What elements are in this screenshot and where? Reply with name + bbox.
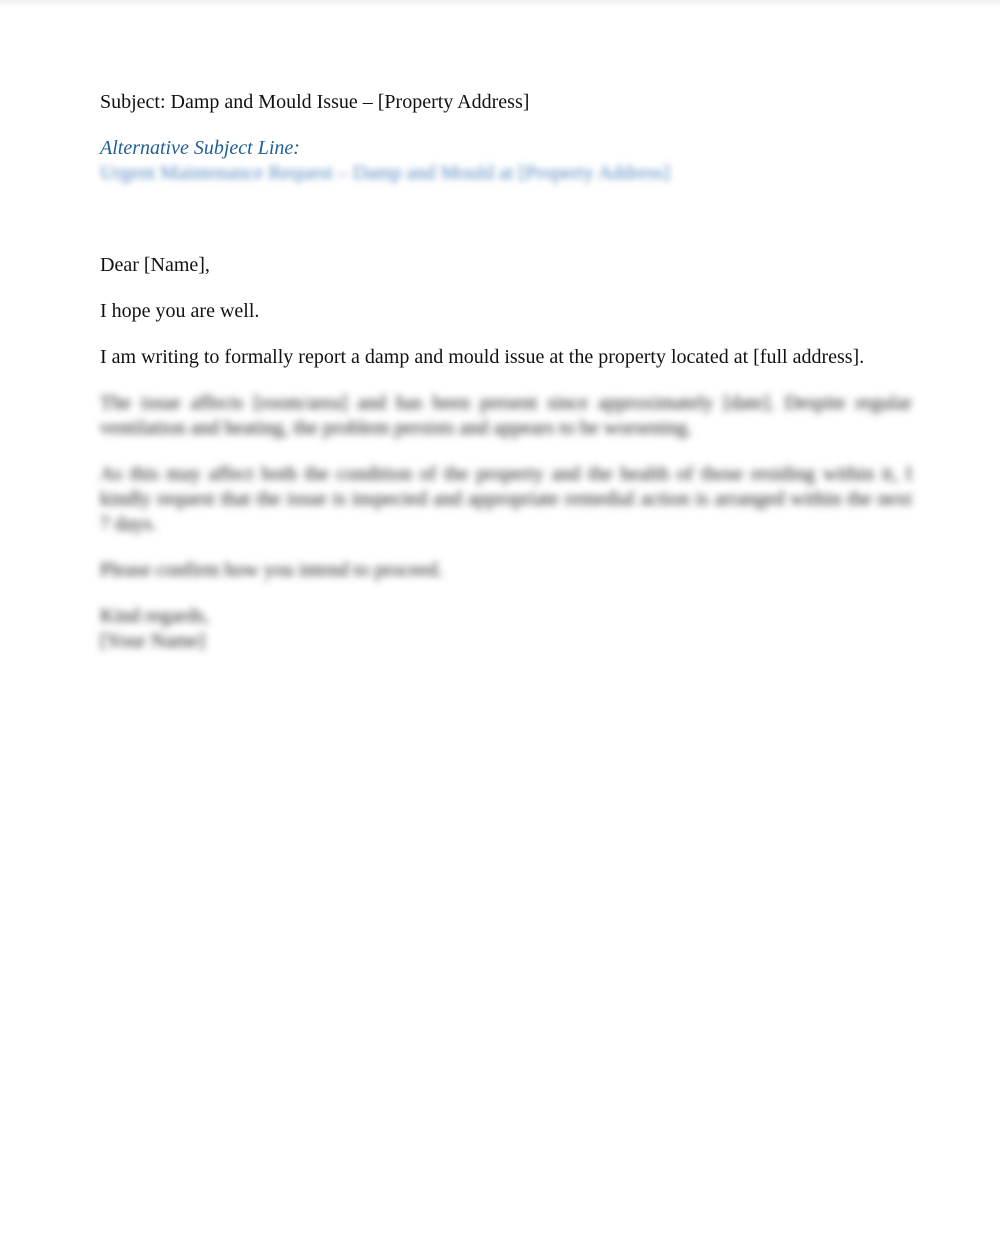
opening-line: I hope you are well. bbox=[100, 300, 260, 322]
alternative-subject-label: Alternative Subject Line: bbox=[100, 137, 300, 159]
intro-paragraph: I am writing to formally report a damp and mould issue at the property located at [full address]. bbox=[100, 346, 865, 368]
issue-paragraph: The issue affects [room/area] and has been present since approximately [date]. Despite regular ventilation and heating, the problem persists and appears to be worsening. bbox=[100, 392, 912, 439]
greeting: Dear [Name], bbox=[100, 254, 210, 276]
alternative-subject-line: Urgent Maintenance Request – Damp and Mould at [Property Address] bbox=[100, 162, 671, 184]
signature-name: [Your Name] bbox=[100, 630, 206, 652]
signoff: Kind regards, bbox=[100, 605, 209, 627]
confirm-line: Please confirm how you intend to proceed. bbox=[100, 559, 443, 581]
request-paragraph: As this may affect both the condition of the property and the health of those residing within it, I kindly request that the issue is inspected and appropriate remedial action is arranged within the next 7 days. bbox=[100, 463, 912, 535]
subject-line: Subject: Damp and Mould Issue – [Property Address] bbox=[100, 91, 530, 113]
